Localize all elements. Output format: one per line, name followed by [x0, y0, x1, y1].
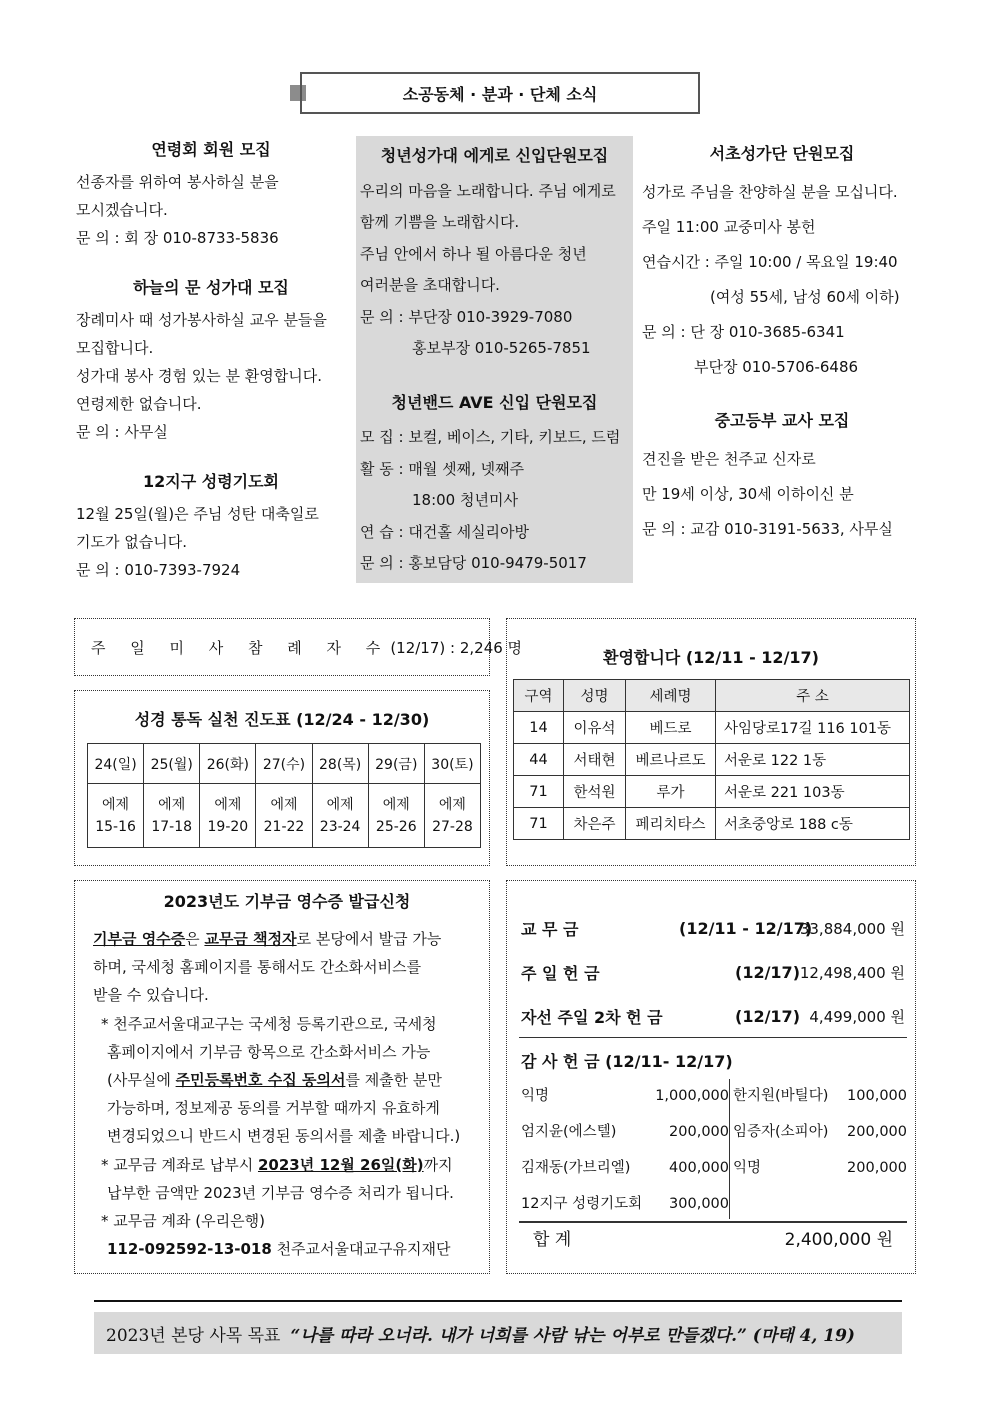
receipt-note: 변경되었으니 반드시 변경된 동의서를 제출 바랍니다.): [107, 1127, 461, 1146]
bible-reading-box: [74, 690, 490, 866]
reading-cell: 에제 25-26: [368, 784, 424, 848]
welcome-title: 환영합니다 (12/11 - 12/17): [602, 648, 819, 667]
mass-attendance-value: (12/17) : 2,246 명: [390, 638, 523, 657]
mass-attendance-label: 주 일 미 사 참 례 자 수: [91, 638, 391, 657]
notice-title: 중고등부 교사 모집: [714, 411, 850, 430]
notice-line: 문 의 : 홍보담당 010-9479-5017: [360, 554, 587, 572]
reading-cell: 에제 27-28: [424, 784, 480, 848]
donation-receipt-box: [74, 880, 490, 1274]
welcome-box: [506, 618, 916, 866]
thanks-total: 합 계 2,400,000 원: [533, 1230, 893, 1250]
account-line: [93, 1235, 481, 1263]
table-header: 구역: [514, 680, 564, 712]
account-holder: 천주교서울대교구유지재단: [271, 1240, 451, 1259]
offering-row: 교 무 금 (12/11 - 12/17) 33,884,000 원: [521, 919, 905, 939]
notice-line: 장례미사 때 성가봉사하실 교우 분들을: [76, 311, 327, 329]
table-row: 44 서태현 베르나르도 서운로 122 1동: [514, 744, 910, 776]
notice-line: 연 습 : 대건홀 세실리아방: [360, 522, 530, 541]
receipt-note: * 교무금 계좌 (우리은행): [101, 1212, 265, 1231]
notice-title: 하늘의 문 성가대 모집: [133, 278, 289, 297]
column-left: [76, 136, 346, 584]
receipt-note: 납부한 금액만 2023년 기부금 영수증 처리가 됩니다.: [107, 1183, 454, 1202]
receipt-note: * 천주교서울대교구는 국세청 등록기관으로, 국세청: [101, 1014, 437, 1033]
receipt-title: 2023년도 기부금 영수증 발급신청: [163, 892, 411, 911]
reading-cell: 에제 21-22: [256, 784, 312, 848]
notice-line: 18:00 청년미사: [412, 491, 518, 509]
section-header-title: 소공동체 · 분과 · 단체 소식: [402, 84, 598, 104]
reading-cell: 에제 19-20: [200, 784, 256, 848]
table-header: 성명: [564, 680, 626, 712]
notice-line: 여러분을 초대합니다.: [360, 276, 500, 294]
thanks-title: 감 사 헌 금 (12/11- 12/17): [521, 1052, 733, 1071]
day-cell: 27(수): [256, 744, 312, 784]
notice-line: 문 의 : 회 장 010-8733-5836: [76, 229, 279, 247]
notice-line: 문 의 : 단 장 010-3685-6341: [642, 323, 845, 341]
notice-line: 부단장 010-5706-6486: [694, 358, 859, 376]
table-header: 주 소: [716, 680, 910, 712]
notice-line: 연습시간 : 주일 10:00 / 목요일 19:40: [642, 253, 898, 271]
receipt-note: 홈페이지에서 기부금 항목으로 간소화서비스 가능: [107, 1042, 431, 1061]
notice-line: 문 의 : 사무실: [76, 423, 168, 441]
day-cell: 25(월): [144, 744, 200, 784]
receipt-line: 하며, 국세청 홈페이지를 통해서도 간소화서비스를: [93, 958, 422, 977]
offering-row: 자선 주일 2차 헌 금 (12/17) 4,499,000 원: [521, 1007, 905, 1027]
table-row: 14 이유석 베드로 사임당로17길 116 101동: [514, 712, 910, 744]
notice-line: 성가로 주님을 찬양하실 분을 모십니다.: [642, 183, 898, 201]
section-header: [300, 72, 700, 114]
notice-title: 서초성가단 단원모집: [709, 144, 855, 163]
notice-line: 주일 11:00 교중미사 봉헌: [642, 218, 816, 236]
notice-title: 청년성가대 에게로 신입단원모집: [380, 146, 609, 165]
notice-line: 견진을 받은 천주교 신자로: [642, 450, 816, 468]
notice-line: 주님 안에서 하나 될 아름다운 청년: [360, 244, 587, 263]
reading-cell: 에제 17-18: [144, 784, 200, 848]
notice-line: 만 19세 이상, 30세 이하이신 분: [642, 485, 854, 503]
notice-title: 12지구 성령기도회: [142, 472, 280, 491]
column-middle: [356, 136, 633, 583]
table-header: 세례명: [626, 680, 716, 712]
table-row: 71 차은주 페리치타스 서초중앙로 188 c동: [514, 808, 910, 840]
day-cell: 24(일): [88, 744, 144, 784]
table-row: 71 한석원 루가 서운로 221 103동: [514, 776, 910, 808]
notice-title: 연령회 회원 모집: [151, 140, 271, 159]
receipt-note: * 교무금 계좌로 납부시 2023년 12월 26일(화)까지: [101, 1155, 453, 1174]
notice-line: 모집합니다.: [76, 339, 154, 357]
notice-line: 활 동 : 매월 셋째, 넷째주: [360, 459, 525, 478]
pastoral-goal-label: 2023년 본당 사목 목표: [106, 1325, 281, 1346]
reading-cell: 에제 23-24: [312, 784, 368, 848]
receipt-note: (사무실에 주민등록번호 수집 동의서를 제출한 분만: [107, 1071, 442, 1090]
day-cell: 30(토): [424, 744, 480, 784]
notice-line: 홍보부장 010-5265-7851: [412, 339, 591, 357]
notice-line: 성가대 봉사 경험 있는 분 환영합니다.: [76, 367, 322, 385]
offerings-box: 교 무 금 (12/11 - 12/17) 33,884,000 원 주 일 헌 금 (12/17) 12,498,400 원 자선 주일 2차 헌 금 (12/17) 4,499,000 원 감 사 헌 금 (12/11- 12/17) 익명 1,000,000 엄지윤(에스텔) 200,000 김재동(가브리엘) 400,000 12지구 성령기도회 300,000 한지원(바틸다) 100,000 임증자(소피아) 200,000 익명 200,000 합 계 2,400,000 원: [506, 880, 916, 1274]
notice-title: 청년밴드 AVE 신입 단원모집: [391, 392, 598, 412]
receipt-note: 가능하며, 정보제공 동의를 거부할 때까지 유효하게: [107, 1099, 440, 1118]
notice-line: 12월 25일(월)은 주님 성탄 대축일로: [76, 505, 319, 523]
welcome-table: [513, 679, 910, 840]
receipt-line: 받을 수 있습니다.: [93, 986, 209, 1005]
notice-line: 연령제한 없습니다.: [76, 395, 202, 413]
notice-line: 문 의 : 부단장 010-3929-7080: [360, 307, 573, 326]
pastoral-goal-quote: “나를 따라 오너라. 내가 너희를 사람 낚는 어부로 만들겠다.” (마태 4, 19): [290, 1325, 855, 1346]
notice-line: 선종자를 위하여 봉사하실 분을: [76, 173, 279, 191]
notice-line: 우리의 마음을 노래합니다. 주님 에게로: [360, 181, 616, 200]
notice-line: 모 집 : 보컬, 베이스, 기타, 키보드, 드럼: [360, 428, 621, 446]
pastoral-goal-banner: [94, 1312, 902, 1354]
mass-attendance-box: [74, 618, 523, 676]
column-right: [642, 136, 922, 547]
bible-reading-title: 성경 통독 실천 진도표 (12/24 - 12/30): [134, 710, 430, 729]
day-cell: 29(금): [368, 744, 424, 784]
receipt-line: 기부금 영수증은 교무금 책정자로 본당에서 발급 가능: [93, 930, 442, 948]
notice-line: (여성 55세, 남성 60세 이하): [710, 288, 900, 306]
notice-line: 문 의 : 010-7393-7924: [76, 561, 241, 579]
reading-cell: 에제 15-16: [88, 784, 144, 848]
notice-line: 함께 기쁨을 노래합시다.: [360, 213, 520, 231]
notice-line: 문 의 : 교감 010-3191-5633, 사무실: [642, 520, 893, 538]
notice-line: 모시겠습니다.: [76, 201, 168, 219]
day-cell: 26(화): [200, 744, 256, 784]
account-number: 112-092592-13-018: [107, 1240, 272, 1259]
day-cell: 28(목): [312, 744, 368, 784]
bible-reading-table: [87, 743, 481, 848]
notice-line: 기도가 없습니다.: [76, 533, 187, 551]
offering-row: 주 일 헌 금 (12/17) 12,498,400 원: [521, 963, 905, 983]
